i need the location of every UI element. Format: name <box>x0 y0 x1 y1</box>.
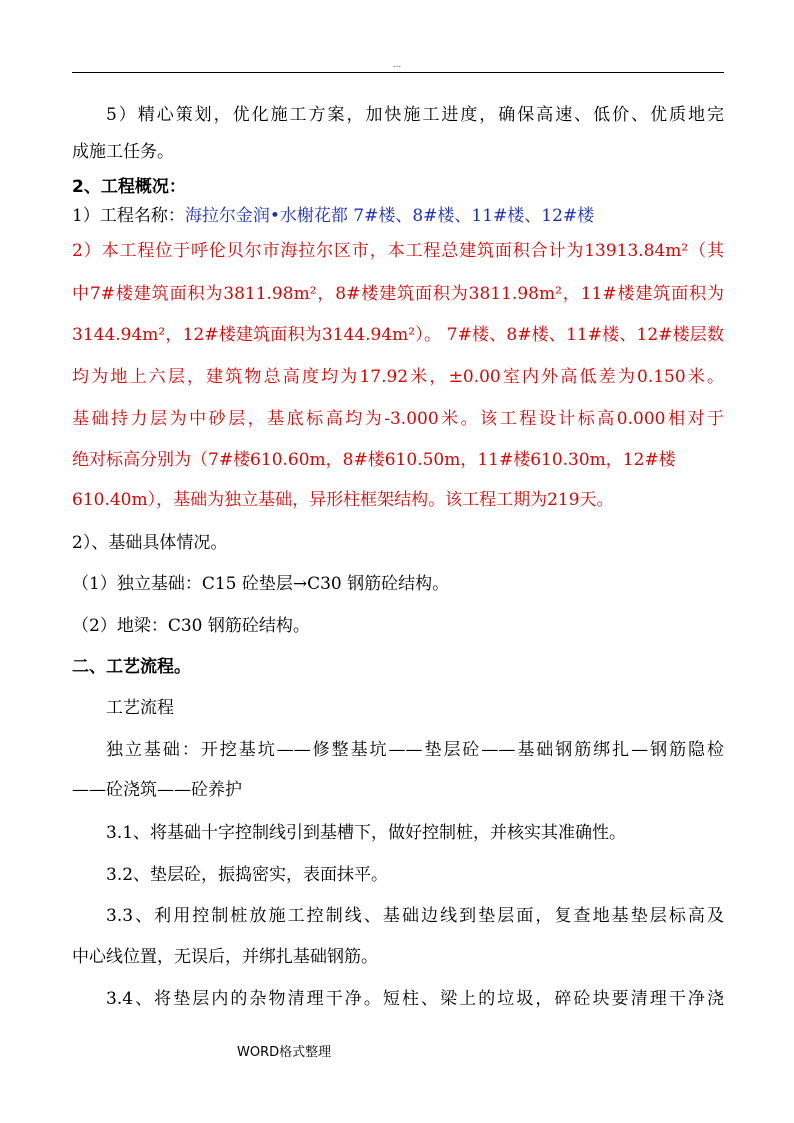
foundation-item-2: （2）地梁：C30 钢筋砼结构。 <box>72 616 310 636</box>
foundation-heading: 2）、基础具体情况。 <box>72 533 228 553</box>
description-line-1: 2）本工程位于呼伦贝尔市海拉尔区市，本工程总建筑面积合计为13913.84m²（其 <box>72 241 724 261</box>
paragraph-5-line-1: 5）精心策划，优化施工方案，加快施工进度，确保高速、低价、优质地完 <box>106 105 724 125</box>
step-3-1: 3.1、将基础十字控制线引到基槽下，做好控制桩，并核实其准确性。 <box>106 823 627 843</box>
process-flow-line-1: 独立基础：开挖基坑——修整基坑——垫层砼——基础钢筋绑扎—钢筋隐检 <box>106 740 724 760</box>
foundation-item-1: （1）独立基础：C15 砼垫层→C30 钢筋砼结构。 <box>72 574 450 594</box>
step-3-2: 3.2、垫层砼，振捣密实，表面抹平。 <box>106 865 389 885</box>
description-line-7: 610.40m），基础为独立基础，异形柱框架结构。该工程工期为219天。 <box>72 490 614 510</box>
description-line-4: 均为地上六层，建筑物总高度均为17.92米，±0.00室内外高低差为0.150米。 <box>72 367 724 387</box>
step-3-3-line-1: 3.3、利用控制桩放施工控制线、基础边线到垫层面，复查地基垫层标高及 <box>106 906 724 926</box>
process-flow-line-2: ——砼浇筑——砼养护 <box>72 780 242 800</box>
project-name-value: 海拉尔金润•水榭花都 7#楼、8#楼、11#楼、12#楼 <box>184 206 595 226</box>
description-line-2: 中7#楼建筑面积为3811.98m²，8#楼建筑面积为3811.98m²，11#楼建筑面积为 <box>72 284 724 304</box>
footer-text: WORD格式整理 <box>237 1045 332 1060</box>
description-line-5: 基础持力层为中砂层，基底标高均为-3.000米。该工程设计标高0.000相对于 <box>72 409 724 429</box>
step-3-3-line-2: 中心线位置，无误后，并绑扎基础钢筋。 <box>72 947 378 967</box>
description-line-3: 3144.94m²，12#楼建筑面积为3144.94m²）。 7#楼、8#楼、11#楼、12#楼层数 <box>72 325 724 345</box>
section-process-heading: 二、工艺流程。 <box>72 657 191 677</box>
section-2-heading: 2、工程概况： <box>72 177 186 197</box>
paragraph-5-line-2: 成施工任务。 <box>72 142 174 162</box>
project-name-line <box>72 205 724 227</box>
process-subheading: 工艺流程 <box>106 698 174 718</box>
header-rule <box>72 72 724 73</box>
step-3-4-line-1: 3.4、将垫层内的杂物清理干净。短柱、梁上的垃圾，碎砼块要清理干净浇 <box>106 989 724 1009</box>
header-marker: ... <box>392 60 402 70</box>
project-name-label: 1）工程名称： <box>72 206 185 226</box>
description-line-6: 绝对标高分别为（7#楼610.60m，8#楼610.50m，11#楼610.30m，12#楼 <box>72 450 676 470</box>
